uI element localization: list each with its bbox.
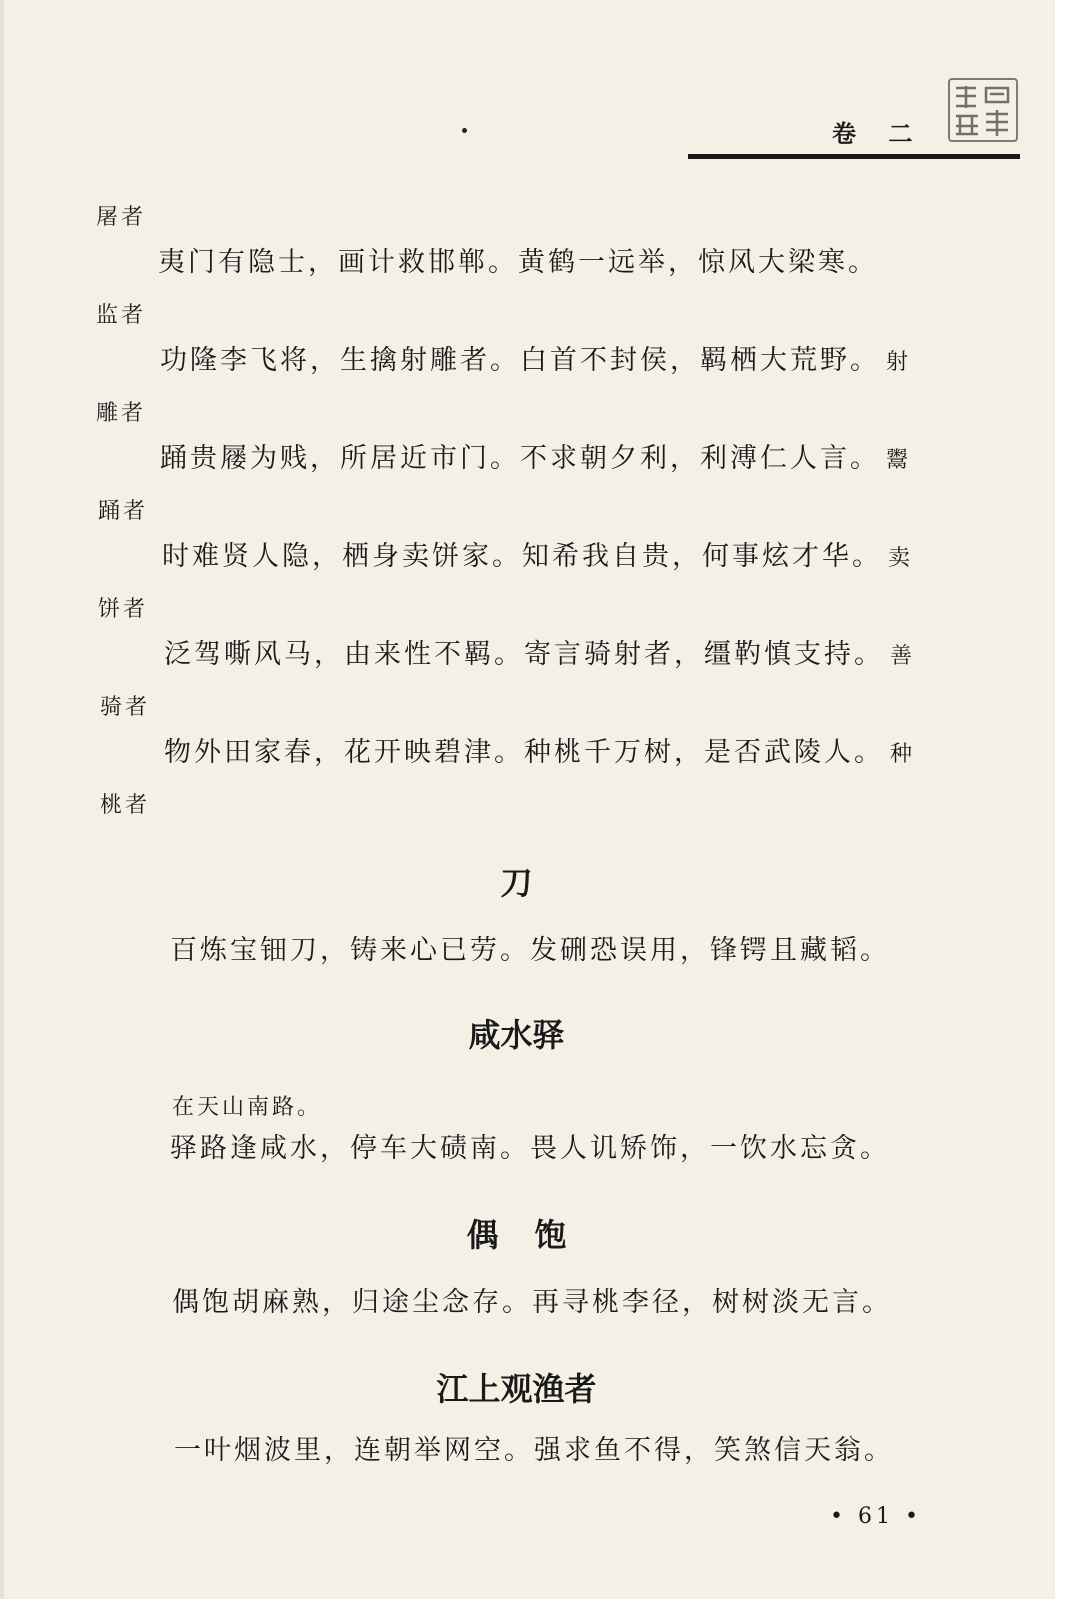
ink-speck [462,128,467,133]
annotation-head: 鬻 [886,448,909,473]
poem-line [164,730,912,769]
poem-line [160,436,908,475]
annotation-label: 屠者 [96,205,147,230]
annotation-head: 善 [890,644,913,669]
header-rule [688,154,1020,159]
annotation-head: 卖 [888,546,911,571]
chapter-title: 卷 二 [832,119,925,148]
poem-text: 踊贵屦为贱，所居近市门。不求朝夕利，利溥仁人言。 [160,443,880,474]
poem-title: 江上观渔者 [436,1370,597,1408]
annotation-label: 饼者 [98,597,149,622]
poem-line: 百炼宝钿刀，铸来心已劳。发硎恐误用，锋锷且藏韬。 [170,935,890,966]
poem-text: 功隆李飞将，生擒射雕者。白首不封侯，羁栖大荒野。 [160,345,880,376]
page-right-edge [1055,0,1067,1599]
seal-stamp-icon [948,78,1018,142]
poem-title: 偶饱 [466,1216,603,1254]
poem-line: 驿路逢咸水，停车大碛南。畏人讥矫饰，一饮水忘贪。 [170,1133,890,1164]
poem-text: 夷门有隐士，画计救邯郸。黄鹤一远举，惊风大梁寒。 [158,247,878,278]
poem-title: 咸水驿 [468,1016,565,1054]
poem-line [162,534,910,573]
annotation-head: 射 [886,350,909,375]
poem-text: 泛驾嘶风马，由来性不羁。寄言骑射者，缰靮慎支持。 [164,639,884,670]
poem-line [158,240,878,279]
poem-title: 刀 [500,864,533,902]
poem-text: 物外田家春，花开映碧津。种桃千万树，是否武陵人。 [164,737,884,768]
poem-line [164,632,912,671]
annotation-label: 骑者 [100,695,151,720]
annotation-label: 桃者 [100,793,151,818]
page-number: • 61 • [830,1504,922,1529]
poem-line: 一叶烟波里，连朝举网空。强求鱼不得，笑煞信天翁。 [174,1435,894,1466]
page-left-edge [0,0,4,1599]
poem-line: 偶饱胡麻熟，归途尘念存。再寻桃李径，树树淡无言。 [172,1287,892,1318]
poem-line [160,338,908,377]
annotation-head: 种 [890,742,913,767]
annotation-label: 雕者 [96,401,147,426]
annotation-label: 踊者 [98,499,149,524]
poem-text: 时难贤人隐，栖身卖饼家。知希我自贵，何事炫才华。 [162,541,882,572]
annotation-label: 监者 [96,303,147,328]
poem-preface: 在天山南路。 [172,1095,323,1120]
